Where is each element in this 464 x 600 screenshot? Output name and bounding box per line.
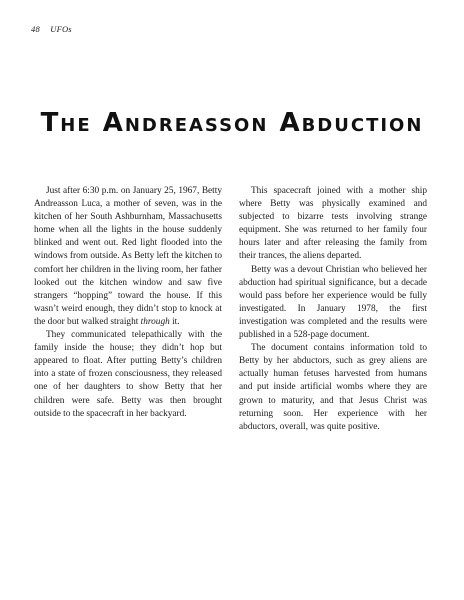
paragraph: They communicated telepathically with the family inside the house; they didn’t hop but appeared to float. After putting Betty’s children into a state of frozen consciousness, they released one of her daughters to show Betty that her children were safe. Betty was then brought outside to the spacecraft in her backyard.: [34, 330, 222, 419]
running-header: [31, 24, 72, 34]
paragraph: This spacecraft joined with a mother ship where Betty was physically examined and subjected to bizarre tests involving strange equipment. She was returned to her family four hours later and after releasing the family from their trances, the aliens departed.: [239, 186, 427, 262]
chapter-title: The Andreasson Abduction: [40, 108, 424, 138]
paragraph: The document contains information told to Betty by her abductors, such as grey aliens are actually human fetuses harvested from humans and put inside artificial wombs where they are grown to maturity, and that Jesus Christ was returning soon. Her experience with her abductors, overall, was quite positive.: [239, 343, 427, 432]
running-title: UFOs: [50, 24, 72, 34]
paragraph: Just after 6:30 p.m. on January 25, 1967, Betty Andreasson Luca, a mother of seven, was in the kitchen of her South Ashburnham, Massachusetts home when all the lights in the house suddenly blinked and went out. Red light flooded into the windows from outside. As Betty left the kitchen to comfort her children in the living room, her father looked out the kitchen window and saw five strangers “hopping” toward the house. If this wasn’t weird enough, they didn’t stop to knock at the door but walked straight through it.: [34, 186, 222, 327]
left-column: [34, 185, 222, 421]
page-number: 48: [31, 24, 40, 34]
paragraph: Betty was a devout Christian who believed her abduction had spiritual significance, but a decade would pass before her experience would be fully investigated. In January 1978, the first investigation was completed and the results were published in a 528-page document.: [239, 264, 427, 341]
emphasis-text: through: [140, 316, 170, 327]
right-column: [239, 185, 427, 434]
